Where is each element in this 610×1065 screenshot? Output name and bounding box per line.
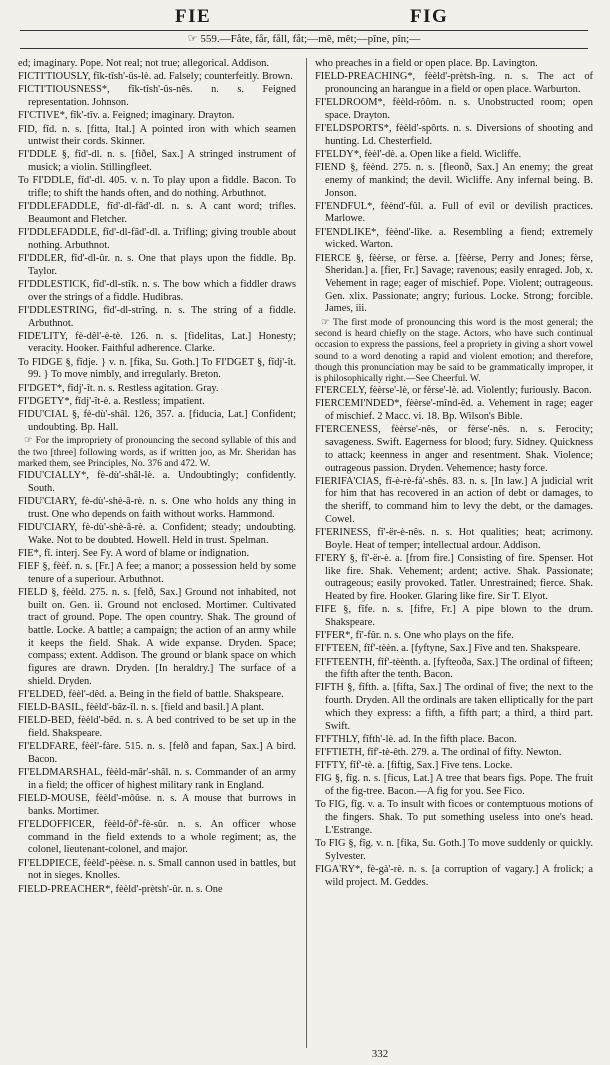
dictionary-entry: who preaches in a field or open place. Bp. Lavington.: [315, 58, 538, 69]
dictionary-entry: FIFE §, fîfe. n. s. [fifre, Fr.] A pipe blown to the drum. Shakspeare.: [315, 604, 593, 628]
dictionary-entry: FIELD §, fèèld. 275. n. s. [felð, Sax.] Ground not inhabited, not built on. Gen. ii. Ground not enclosed. Mortimer. Cultivated tract of ground. Pope. The open country. Shak. The ground of battle. Locke. A battle; a campaign; the action of an army while it keeps the field. Shak. A wide expanse. Dryden. Space; compass; extent. Addison. The ground or blank space on which figures are drawn. Dryden. [In heraldry.] The surface of a shield. Dryden.: [18, 586, 296, 687]
dictionary-entry: ed; imaginary. Pope. Not real; not true; allegorical. Addison.: [18, 58, 269, 69]
right-column: [315, 58, 593, 1048]
dictionary-entry: FI'ELDPIECE, fèèld'-pèèse. n. s. Small cannon used in battles, but not in sieges. Knolles.: [18, 857, 296, 882]
dictionary-entry: FIGA'RY*, fè-gà'-rè. n. s. [a corruption of vagary.] A frolick; a wild project. M. Geddes.: [315, 863, 593, 888]
dictionary-entry: FI'DGET*, fîdj'-ît. n. s. Restless agitation. Gray.: [18, 382, 219, 394]
dictionary-entry: FIDU'CIALLY*, fè-dù'-shâl-lè. a. Undoubtingly; confidently. South.: [18, 470, 296, 494]
dictionary-entry: FI'FTEEN, fîf'-tèèn. a. [fyftyne, Sax.] Five and ten. Shakspeare.: [315, 643, 581, 655]
dictionary-entry: FIELD-BED, fèèld'-bêd. n. s. A bed contrived to be set up in the field. Shakspeare.: [18, 715, 296, 740]
dictionary-entry: FIDE'LITY, fè-dêl'-è-tè. 126. n. s. [fidelitas, Lat.] Honesty; veracity. Hooker. Faithful adherence. Clarke.: [18, 330, 296, 355]
dictionary-entry: FICTI'TIOUSNESS*, fîk-tîsh'-ûs-nês. n. s. Feigned representation. Johnson.: [18, 84, 296, 109]
dictionary-entry: FI'ELDOFFICER, fèèld-ôf'-fè-sûr. n. s. An officer whose command in the field extends to a whole regiment; as, the colonel, lieutenant-colonel, and major.: [18, 818, 296, 856]
dictionary-entry: FID, fîd. n. s. [fitta, Ital.] A pointed iron with which seamen untwist their cords. Skinner.: [18, 123, 296, 148]
dictionary-entry: FI'ELDSPORTS*, fèèld'-spôrts. n. s. Diversions of shooting and hunting. Ld. Chesterfield.: [315, 123, 593, 147]
column-divider: [306, 58, 307, 1048]
dictionary-entry: FI'DDLER, fîd'-dl-ûr. n. s. One that plays upon the fiddle. Bp. Taylor.: [18, 253, 296, 277]
usage-note: ☞ For the impropriety of pronouncing the second syllable of this and the two [three] following words, as if written joo, as Mr. Sheridan has marked them, see Principles, No. 376 and 472. W.: [18, 435, 296, 469]
left-column: [18, 58, 296, 1048]
dictionary-entry: FI'DDLESTICK, fîd'-dl-stîk. n. s. The bow which a fiddler draws over the strings of a fiddle. Hudibras.: [18, 278, 296, 303]
dictionary-entry: FIEF §, fèèf. n. s. [Fr.] A fee; a manor; a possession held by some tenure of a superiour. Arbuthnot.: [18, 560, 296, 585]
dictionary-entry: FI'ELDFARE, fèèl'-fàre. 515. n. s. [felð and fapan, Sax.] A bird. Bacon.: [18, 741, 296, 765]
page-number: 332: [371, 1048, 389, 1060]
dictionary-entry: FICTI'TIOUSLY, fîk-tîsh'-ûs-lè. ad. Falsely; counterfeitly. Brown.: [18, 71, 293, 83]
running-head-right: FIG: [410, 6, 449, 27]
dictionary-entry: FI'ELDED, fèèl'-dêd. a. Being in the field of battle. Shakspeare.: [18, 688, 284, 700]
dictionary-entry: FIELD-PREACHING*, fèèld'-prètsh-îng. n. s. The act of pronouncing an harangue in a field or open place. Warburton.: [315, 71, 593, 95]
dictionary-entry: To FI'DDLE, fîd'-dl. 405. v. n. To play upon a fiddle. Bacon. To trifle; to shift the hands often, and do nothing. Arbuthnot.: [18, 175, 296, 200]
dictionary-entry: FIDU'CIARY, fè-dù'-shè-â-rè. n. s. One who holds any thing in trust. One who depends on faith without works. Hammond.: [18, 495, 296, 520]
dictionary-entry: FI'ENDFUL*, fèènd'-fûl. a. Full of evil or devilish practices. Marlowe.: [315, 200, 593, 225]
dictionary-entry: FI'ENDLIKE*, fèènd'-lîke. a. Resembling a fiend; extremely wicked. Warton.: [315, 226, 593, 251]
dictionary-entry: FI'ERCELY, fèèrse'-lè, or fèrse'-lè. ad. Violently; furiously. Bacon.: [315, 385, 592, 397]
dictionary-entry: FIELD-BASIL, fèèld'-bâz-îl. n. s. [field and basil.] A plant.: [18, 702, 264, 714]
dictionary-entry: FI'ERCENESS, fèèrse'-nês, or fèrse'-nês. n. s. Ferocity; savageness. Swift. Eagerness for blood; fury. Sidney. Quickness to attack; keenness in anger and resentment. Shak. Violence; outrageous passion. Dryden. Vehemence; hasty force.: [315, 424, 593, 474]
dictionary-entry: FI'DDLE §, fîd'-dl. n. s. [fiðel, Sax.] A stringed instrument of musick; a violin. Stillingfleet.: [18, 149, 296, 174]
dictionary-entry: FIERCE §, fèèrse, or fèrse. a. [fèèrse, Perry and Jones; fèrse, Sheridan.] a. [fier, Fr.] Savage; ravenous; easily enraged. Job, x. Vehement in rage; eager of mischief. Pope. Violent; outrageous. Gen. xlix. Passionate; angry; furious. Locke. Strong; forcible. James, iii.: [315, 252, 593, 315]
dictionary-entry: FI'ELDMARSHAL, fèèld-mâr'-shâl. n. s. Commander of an army in a field; the officer of highest military rank in England.: [18, 767, 296, 791]
dictionary-entry: FI'FTY, fîf'-tè. a. [fiftig, Sax.] Five tens. Locke.: [315, 760, 513, 772]
dictionary-entry: FI'DDLEFADDLE, fîd'-dl-fâd'-dl. a. Trifling; giving trouble about nothing. Arbuthnot.: [18, 227, 296, 251]
dictionary-entry: FIERIFA'CIAS, fî-è-rè-fà'-shês. 83. n. s. [In law.] A judicial writ for him that has recovered in an action of debt or damages, to the sheriff, to command him to levy the debt, or the damages. Cowel.: [315, 475, 593, 525]
dictionary-entry: FIELD-MOUSE, fèèld'-môûse. n. s. A mouse that burrows in banks. Mortimer.: [18, 793, 296, 817]
dictionary-entry: FI'ERINESS, fî'-ër-è-nês. n. s. Hot qualities; heat; acrimony. Boyle. Heat of temper; intellectual ardour. Addison.: [315, 527, 593, 551]
dictionary-columns: [18, 58, 594, 1048]
dictionary-entry: FI'ERY §, fî'-ër-è. a. [from fire.] Consisting of fire. Spenser. Hot like fire. Shak. Vehement; ardent; active. Shak. Passionate; outrageous; easily provoked. Tatler. Unrestrained; fierce. Shak. Heated by fire. Hooker. Glaring like fire. Sir T. Elyot.: [315, 552, 593, 603]
dictionary-entry: FIELD-PREACHER*, fèèld'-prètsh'-ûr. n. s. One: [18, 883, 223, 895]
dictionary-entry: FI'ELDY*, fèèl'-dè. a. Open like a field. Wicliffe.: [315, 148, 522, 160]
dictionary-entry: FI'FTIETH, fîf'-tè-êth. 279. a. The ordinal of fifty. Newton.: [315, 746, 562, 758]
dictionary-entry: FI'CTIVE*, fîk'-tîv. a. Feigned; imaginary. Drayton.: [18, 110, 235, 122]
dictionary-entry: FI'DDLESTRING, fîd'-dl-strîng. n. s. The string of a fiddle. Arbuthnot.: [18, 304, 296, 329]
dictionary-entry: FIERCEMI'NDED*, fèèrse'-mînd-êd. a. Vehement in rage; eager of mischief. 2 Macc. vi. 18. Bp. Wilson's Bible.: [315, 398, 593, 423]
dictionary-entry: FI'DDLEFADDLE, fîd'-dl-fâd'-dl. n. s. A cant word; trifles. Beaumont and Fletcher.: [18, 201, 296, 225]
dictionary-entry: FI'DGETY*, fîdj'-ît-è. a. Restless; impatient.: [18, 395, 205, 407]
rule-top: [20, 30, 588, 31]
dictionary-entry: FIEND §, fèènd. 275. n. s. [fleonð, Sax.] An enemy; the great enemy of mankind; the devil. Wicliffe. Any infernal being. B. Jonson.: [315, 162, 593, 199]
dictionary-entry: To FIG, fîg. v. a. To insult with ficoes or contemptuous motions of the fingers. Shak. To put something useless into one's head. L'Estrange.: [315, 799, 593, 836]
usage-note: ☞ The first mode of pronouncing this word is the most general; the second is heard chiefly on the stage. Actors, who have such continual occasion to express the passions, feel a propriety in giving a short vowel sound to a word denoting a rapid and violent emotion; and therefore, though this pronunciation may be said to be grammatically improper, it is philosophically right.—See Cheerful. W.: [315, 317, 593, 385]
dictionary-entry: FIE*, fî. interj. See Fy. A word of blame or indignation.: [18, 547, 250, 559]
dictionary-entry: FI'FER*, fî'-fûr. n. s. One who plays on the fife.: [315, 630, 514, 642]
dictionary-entry: FIFTH §, fîfth. a. [fifta, Sax.] The ordinal of five; the next to the fourth. Dryden. All the ordinals are taken elliptically for the part which they express: a fifth, a fifth part; a third, a third part. Swift.: [315, 682, 593, 732]
rule-bottom: [20, 48, 588, 49]
running-head-left: FIE: [175, 6, 212, 27]
dictionary-entry: FIDU'CIAL §, fè-dù'-shâl. 126, 357. a. [fiducia, Lat.] Confident; undoubting. Bp. Hall.: [18, 408, 296, 433]
dictionary-entry: FI'FTHLY, fîfth'-lè. ad. In the fifth place. Bacon.: [315, 733, 517, 745]
dictionary-entry: FIDU'CIARY, fè-dù'-shè-â-rè. a. Confident; steady; undoubting. Wake. Not to be doubted. Howell. Held in trust. Spelman.: [18, 521, 296, 546]
dictionary-entry: FIG §, fîg. n. s. [ficus, Lat.] A tree that bears figs. Pope. The fruit of the fig-tree. Bacon.—A fig for you. See Fico.: [315, 773, 593, 798]
pronunciation-key: [20, 30, 588, 54]
dictionary-entry: FI'FTEENTH, fîf'-tèènth. a. [fyfteoða, Sax.] The ordinal of fifteen; the fifth after the tenth. Bacon.: [315, 656, 593, 681]
pronunciation-key-text: ☞ 559.—Fåte, får, fåll, fåt;—mê, mêt;—pîne, pîn;—: [187, 33, 421, 45]
running-head: [0, 6, 610, 30]
dictionary-entry: To FIDGE §, fîdje. } v. n. [fika, Su. Goth.] To FI'DGET §, fîdj'-ît. 99. } To move nimbly, and irregularly. Breton.: [18, 356, 296, 381]
dictionary-entry: FI'ELDROOM*, fèèld-rôôm. n. s. Unobstructed room; open space. Drayton.: [315, 97, 593, 121]
dictionary-entry: To FIG §, fîg. v. n. [fika, Su. Goth.] To move suddenly or quickly. Sylvester.: [315, 837, 593, 862]
